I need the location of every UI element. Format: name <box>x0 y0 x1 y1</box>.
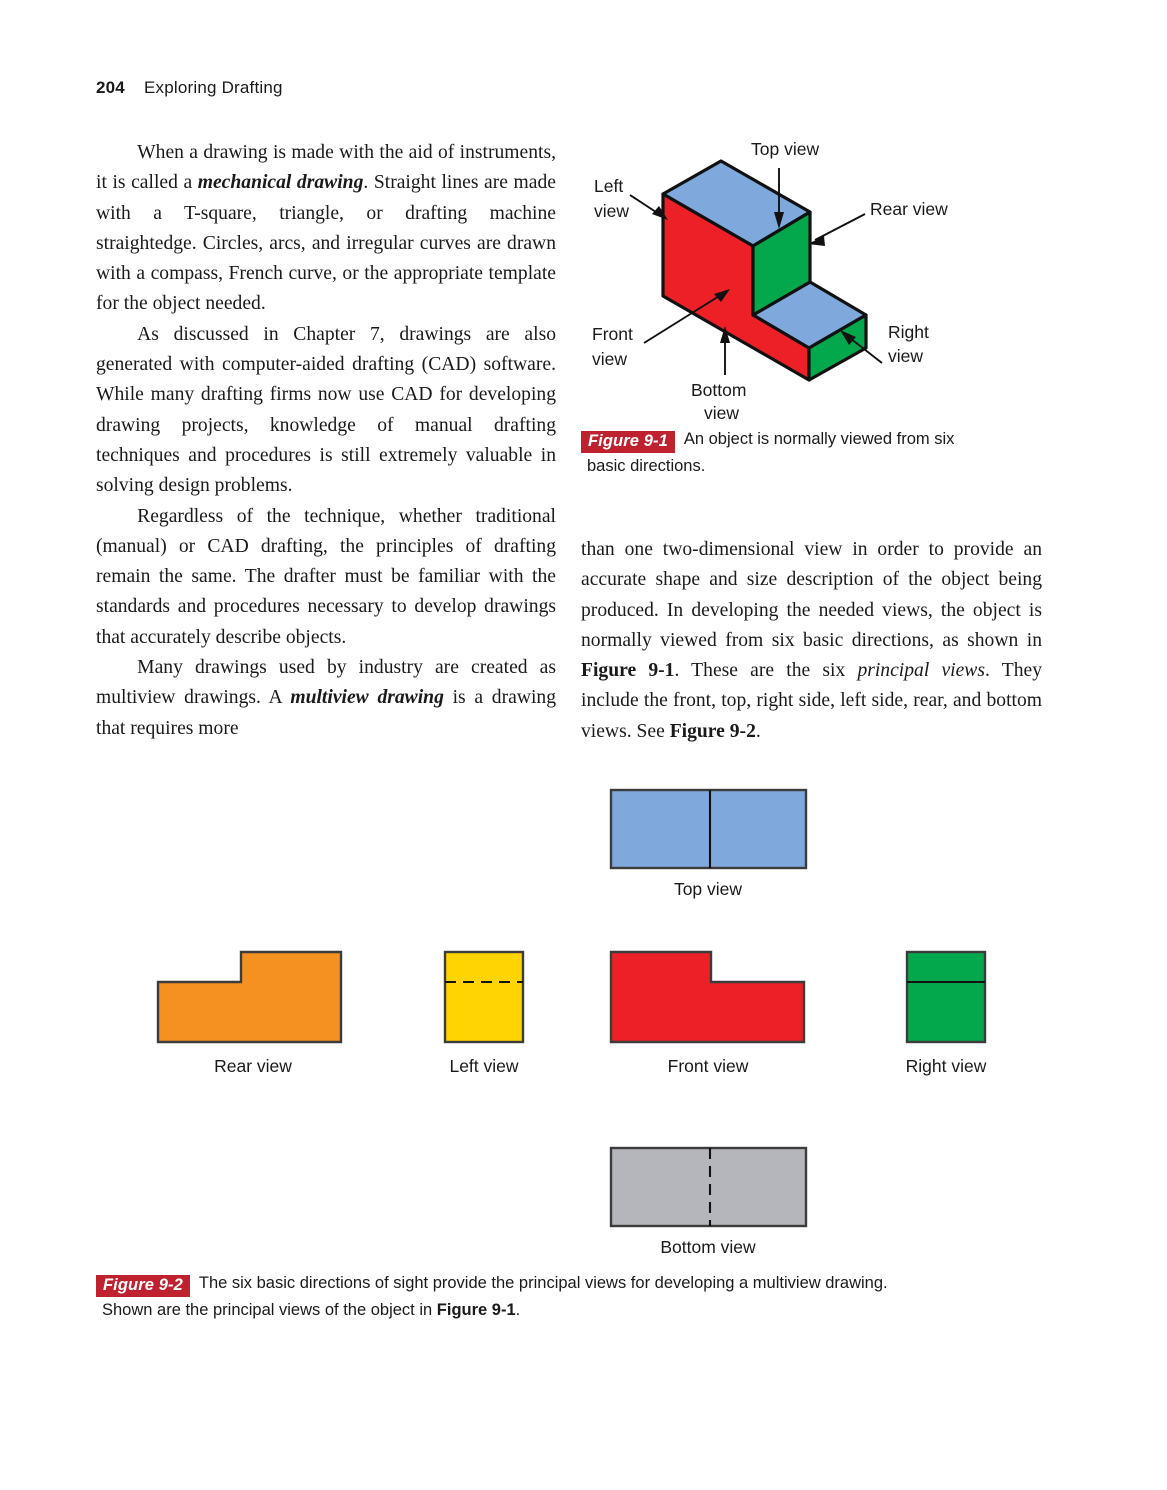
iso-label-right-view-line1: Right <box>888 322 929 342</box>
iso-label-front-view-line1: Front <box>592 324 633 344</box>
figure-9-2-caption-line2 <box>96 1299 1036 1322</box>
iso-label-front-view-line2: view <box>592 349 628 369</box>
multiview-front-view <box>611 952 804 1076</box>
figure-9-2-caption-crossref: Figure 9-1 <box>436 1301 516 1320</box>
left-view-shape <box>445 952 523 1042</box>
paragraph: Regardless of the technique, whether traditional (manual) or CAD drafting, the principles of drafting remain the same. The drafter must be familiar with the standards and procedures necessary to develop drawings that accurately describe objects. <box>96 505 556 648</box>
iso-label-top-view: Top view <box>751 139 820 159</box>
paragraph: As discussed in Chapter 7, drawings are also generated with computer-aided drafting (CAD) software. While many drafting firms now use CAD for developing drawing projects, knowledge of manual drafting techniques and procedures is still extremely valuable in solving design problems. <box>96 323 556 497</box>
figure-9-2-caption-line2-text: Shown are the principal views of the object in <box>102 1301 437 1320</box>
body-text-right-column <box>581 535 1042 747</box>
body-text-left-column <box>96 138 556 744</box>
multiview-right-view <box>906 952 987 1076</box>
paragraph: When a drawing is made with the aid of instruments, it is called a mechanical drawing. Straight lines are made with a T-square, triangle, or drafting machine straightedge. Circles, arcs, and irregular curves are drawn with a compass, French curve, or the appropriate template for the object needed. <box>96 142 556 315</box>
figure-9-1-caption-line2: basic directions. <box>587 457 706 476</box>
iso-label-rear-view: Rear view <box>870 199 948 219</box>
multiview-rear-view <box>158 952 341 1076</box>
bottom-view-label: Bottom view <box>660 1237 756 1257</box>
running-head <box>96 78 283 98</box>
figure-9-2-caption <box>96 1272 1036 1322</box>
figure-9-1-isometric-object <box>578 128 1048 423</box>
paragraph: than one two-dimensional view in order to provide an accurate shape and size description of the object being produced. In developing the needed views, the object is normally viewed from six basic directions, as shown in Figure 9-1. These are the six principal views. They include the front, top, right side, left side, rear, and bottom views. See Figure 9-2. <box>581 539 1042 742</box>
page-number: 204 <box>96 78 125 97</box>
leader-rear-view <box>815 214 865 240</box>
front-view-label: Front view <box>667 1056 749 1076</box>
figure-9-2-caption-period: . <box>515 1301 521 1320</box>
figure-9-1-tag: Figure 9-1 <box>581 431 675 453</box>
iso-label-left-view-line1: Left <box>594 176 624 196</box>
figure-9-1-caption-line1: An object is normally viewed from six <box>683 430 955 448</box>
figure-9-2-caption-line1: The six basic directions of sight provide the principal views for developing a multiview drawing. <box>198 1274 888 1292</box>
figure-9-1-caption <box>581 428 1043 478</box>
rear-view-label: Rear view <box>214 1056 292 1076</box>
iso-label-bottom-view-line1: Bottom <box>691 380 747 400</box>
figure-9-2-multiview-drawing <box>96 770 1071 1260</box>
top-view-shape <box>611 790 806 868</box>
right-view-label: Right view <box>905 1056 987 1076</box>
top-view-label: Top view <box>673 879 743 899</box>
front-view-shape <box>611 952 804 1042</box>
multiview-left-view <box>445 952 523 1076</box>
iso-label-bottom-view-line2: view <box>704 403 740 423</box>
figure-9-2-tag: Figure 9-2 <box>96 1275 190 1297</box>
rear-view-shape <box>158 952 341 1042</box>
multiview-bottom-view <box>611 1148 806 1257</box>
iso-label-left-view-line2: view <box>594 201 630 221</box>
bottom-view-shape <box>611 1148 806 1226</box>
multiview-top-view <box>611 790 806 899</box>
book-title: Exploring Drafting <box>143 78 283 97</box>
iso-label-right-view-line2: view <box>888 346 924 366</box>
left-view-label: Left view <box>449 1056 519 1076</box>
right-view-shape <box>907 952 985 1042</box>
paragraph: Many drawings used by industry are created as multiview drawings. A multiview drawing is a drawing that requires more <box>96 657 557 739</box>
